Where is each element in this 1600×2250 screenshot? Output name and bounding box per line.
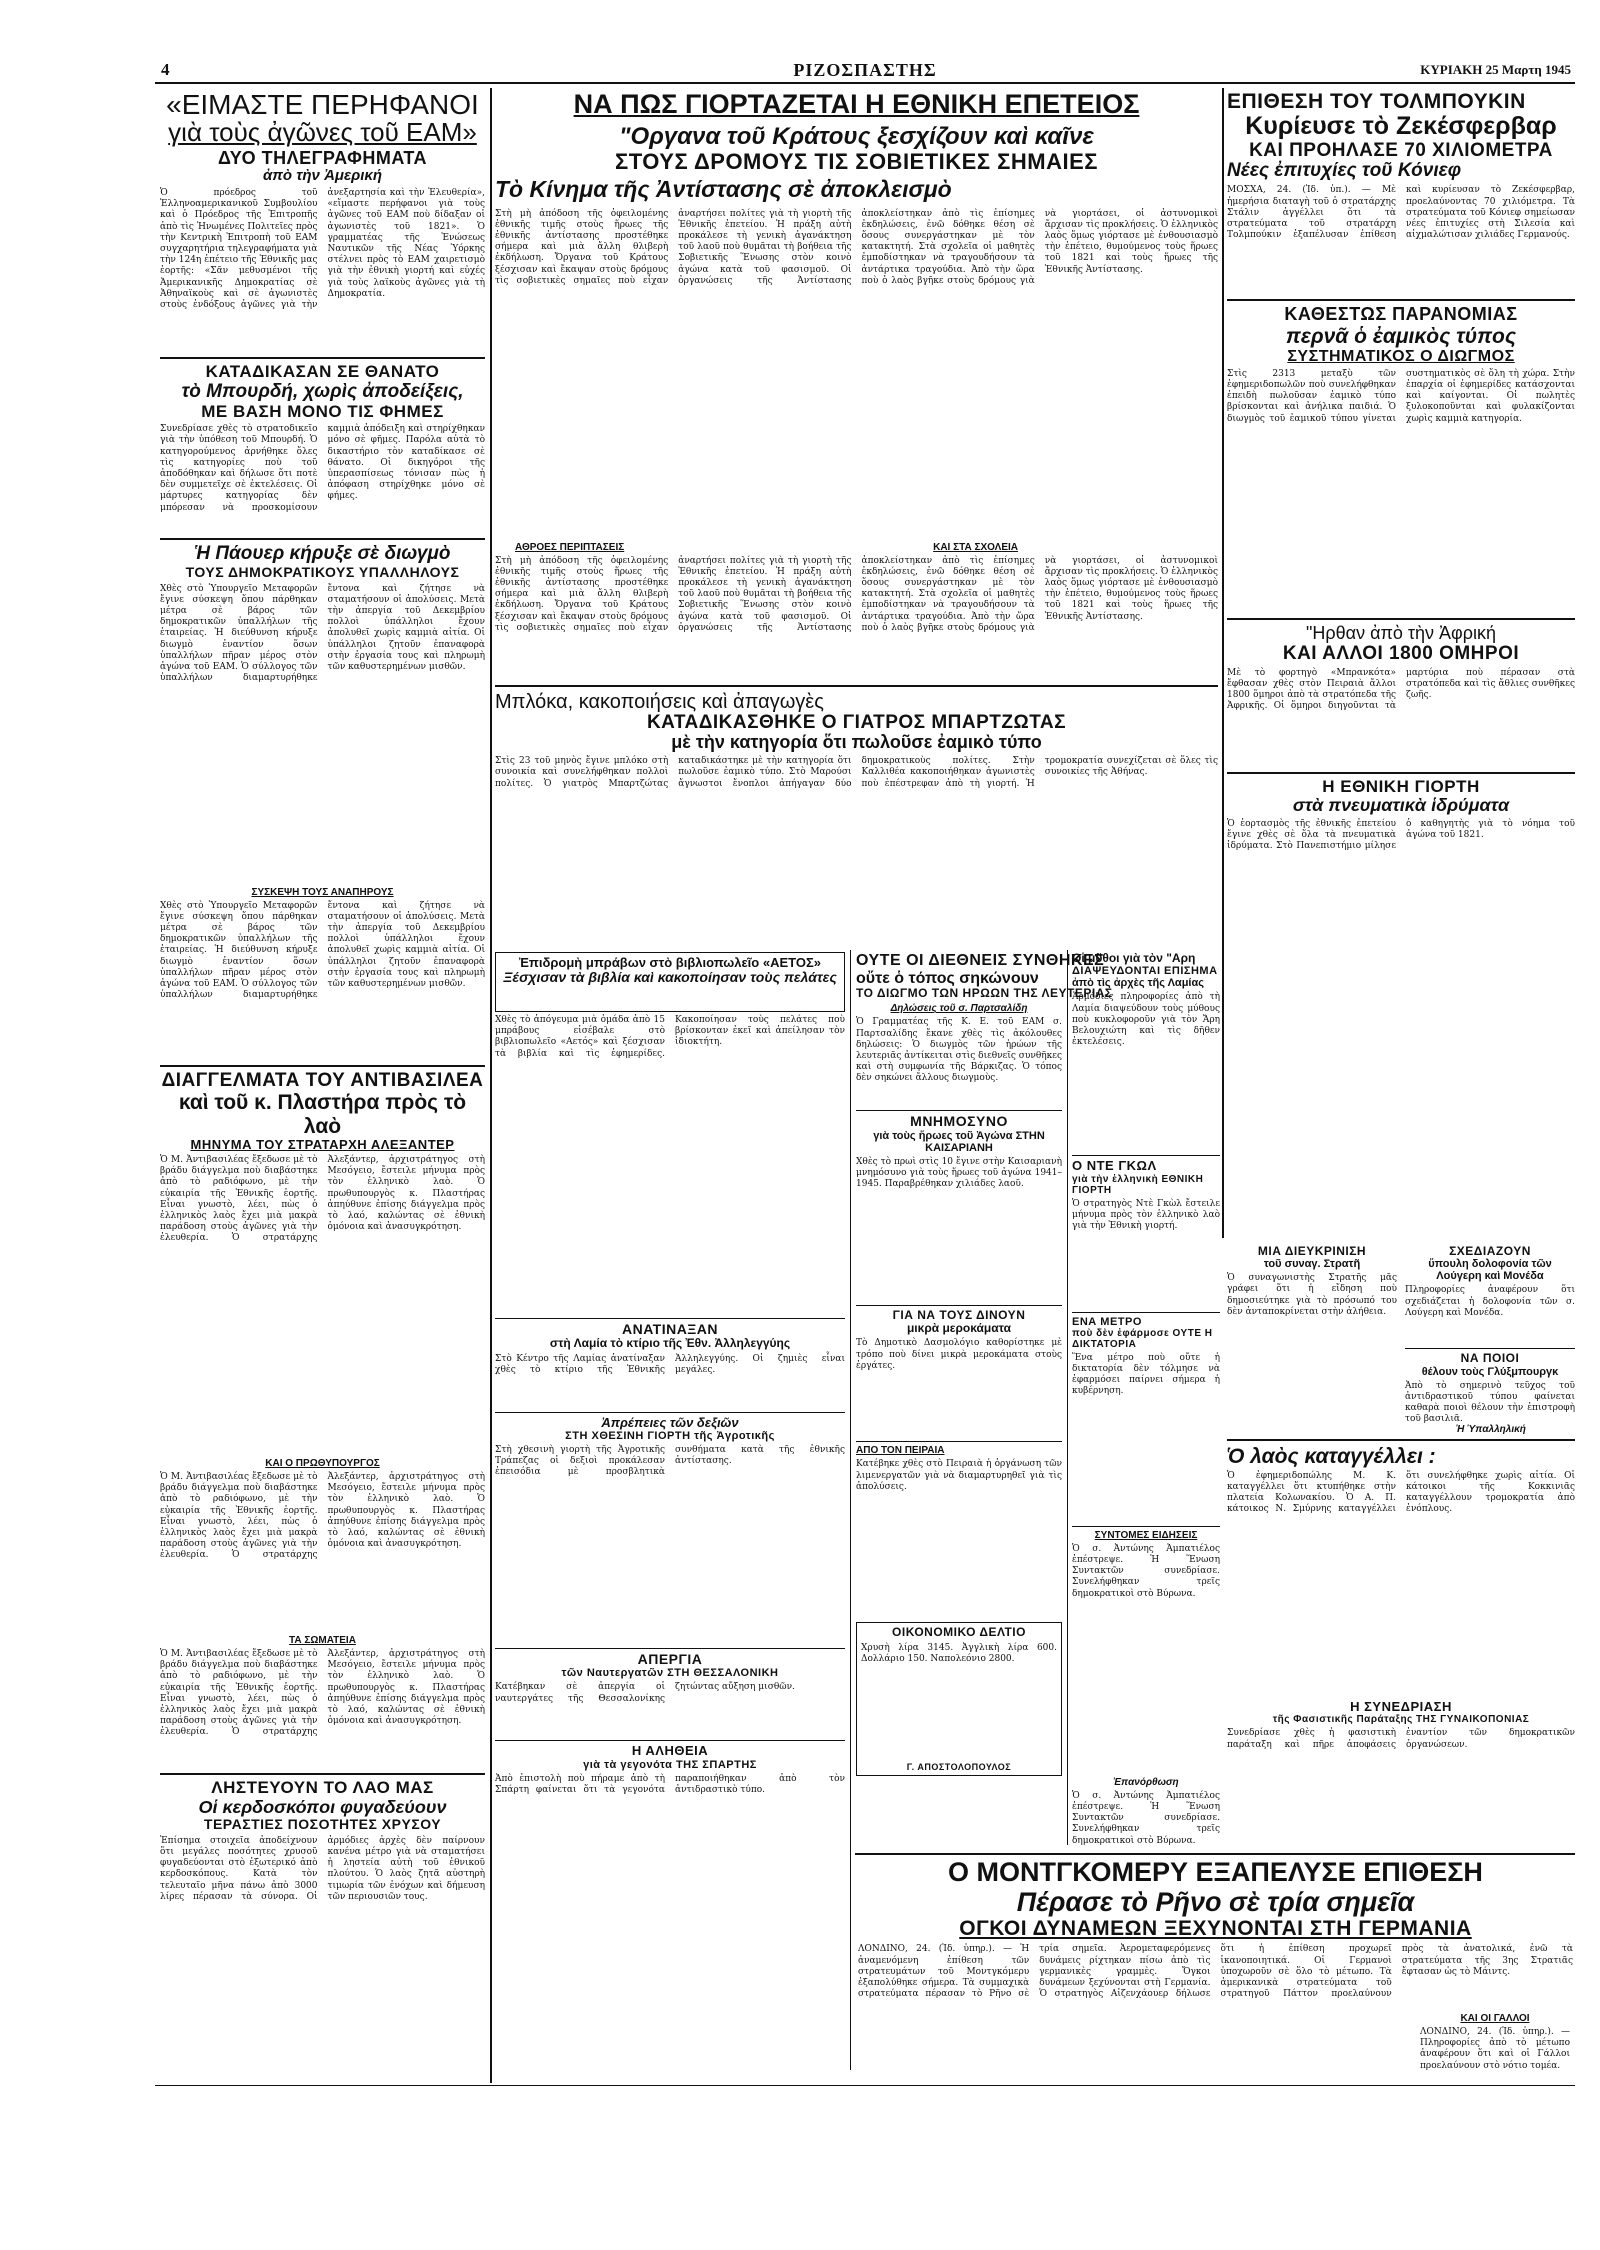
headline: Ἡ Πάουερ κήρυξε σὲ διωγμὸ: [194, 543, 451, 565]
headline: Ο ΝΤΕ ΓΚΩΛ: [1072, 1158, 1157, 1174]
page-bottom-rule: [155, 2085, 1575, 2086]
article-body: Ἀπὸ τὸ σημερινὸ τεῦχος τοῦ ἀντιδραστικοῦ τύπου φαίνεται καθαρὰ ποιοὶ θέλουν τὴν ἐπιστροφὴ τοῦ βασιλιᾶ.: [1405, 1380, 1575, 1425]
article-body: Μὲ τὸ φορτηγὸ «Μπρανκότα» ἔφθασαν χθὲς στὸν Πειραιὰ ἄλλοι 1800 ὅμηροι ἀπὸ τὰ στρατόπεδα τῆς Ἀφρικῆς. Οἱ ὅμηροι διηγοῦνται τὰ μαρτύρια ποὺ πέρασαν στὰ στρατόπεδα καὶ τὶς ἄθλιες συνθῆκες ζωῆς.: [1227, 667, 1575, 712]
headline: ΤΟ ΔΙΩΓΜΟ ΤΩΝ ΗΡΩΩΝ ΤΗΣ ΛΕΥΤΕΡΙΑΣ: [856, 986, 1113, 1001]
headline: ΜΙΑ ΔΙΕΥΚΡΙΝΙΣΗ: [1257, 1244, 1367, 1258]
headline: ΓΙΑ ΝΑ ΤΟΥΣ ΔΙΝΟΥΝ: [892, 1307, 1026, 1322]
article-body: Ὁ ἐφημεριδοπώλης Μ. Κ. καταγγέλλει ὅτι κτυπήθηκε στὴν πλατεία Κολωνακίου. Ὁ Α. Π. κάτοικος Ν. Σμύρνης καταγγέλλει ὅτι συνελήφθηκε χωρὶς αἰτία. Οἱ κάτοικοι τῆς Κοκκινιᾶς καταγγέλλουν τρομοκρατία ἀπὸ ἐνόπλους.: [1227, 1470, 1575, 1515]
headline: ΚΑΙ ΠΡΟΗΛΑΣΕ 70 ΧΙΛΙΟΜΕΤΡΑ: [1249, 139, 1553, 161]
article-montgomery-sub: [1420, 2010, 1570, 2080]
center-left-column: [495, 952, 845, 2082]
article-body: Χθὲς τὸ πρωὶ στὶς 10 ἔγινε στὴν Καισαριανὴ μνημόσυνο γιὰ τοὺς ἥρωες τοῦ ἀγώνα 1941–1945. Παραβρέθηκαν χιλιάδες λαοῦ.: [856, 1156, 1062, 1190]
headline: ΣΥΣΤΗΜΑΤΙΚΟΣ Ο ΔΙΩΓΜΟΣ: [1287, 348, 1515, 366]
subheading: ΚΑΙ Ο ΠΡΩΘΥΠΟΥΡΓΟΣ: [265, 1457, 380, 1469]
headline: ΑΠΕΡΓΙΑ: [637, 1650, 703, 1667]
masthead: [155, 60, 1575, 84]
headline: ΔΙΑΨΕΥΔΟΝΤΑΙ ΕΠΙΣΗΜΑ: [1072, 965, 1218, 978]
headline: γιὰ τοὺς ἀγῶνες τοῦ ΕΑΜ»: [168, 117, 477, 148]
headline: ΣΤΟΥΣ ΔΡΟΜΟΥΣ ΤΙΣ ΣΟΒΙΕΤΙΚΕΣ ΣΗΜΑΙΕΣ: [615, 149, 1098, 175]
headline: γιὰ τοὺς ἥρωες τοῦ Ἀγώνα ΣΤΗΝ ΚΑΙΣΑΡΙΑΝΗ: [873, 1129, 1045, 1154]
article-body: Στὸ Κέντρο τῆς Λαμίας ἀνατίναξαν χθὲς τὸ κτίριο τῆς Ἐθνικῆς Ἀλληλεγγύης. Οἱ ζημιὲς εἶναι μεγάλες.: [495, 1353, 845, 1375]
headline: Τὸ Κίνημα τῆς Ἀντίστασης σὲ ἀποκλεισμὸ: [495, 176, 952, 203]
article-afriki: [1227, 624, 1575, 768]
headline: γιὰ τὰ γεγονότα ΤΗΣ ΣΠΑΡΤΗΣ: [583, 1758, 757, 1771]
headline: ΛΗΣΤΕΥΟΥΝ ΤΟ ΛΑΟ ΜΑΣ: [211, 1777, 434, 1797]
headline: περνᾶ ὁ ἐαμικὸς τύπος: [1285, 325, 1517, 349]
article-apergia: [495, 1652, 845, 1737]
headline: τῆς Φασιστικῆς Παράταξης ΤΗΣ ΓΥΝΑΙΚΟΠΟΝΙΑΣ: [1272, 1714, 1530, 1726]
main-article: [495, 90, 1218, 945]
headline: Ἐπιδρομὴ μπράβων στὸ βιβλιοπωλεῖο «ΑΕΤΟΣ»: [518, 955, 821, 970]
article-body: Ὁ πρόεδρος τοῦ Ἑλληνοαμερικανικοῦ Συμβουλίου καὶ ὁ Πρόεδρος τῆς Ἐπιτροπῆς ἀπὸ τὶς Ἡνωμένες Πολιτεῖες πρὸς τὴν Κεντρικὴ Ἐπιτροπὴ τοῦ ΕΑΜ συγχαρητήρια τηλεγραφήματα γιὰ τὴν 124η ἐπέτειο τῆς Ἐθνικῆς μας ἑορτῆς: «Σᾶν μεθυσμένοι τῆς Ἀμερικανικῆς Δημοκρατίας σὲ Ἀθηναϊκοὺς καὶ σὲ ἀγωνιστὲς στοὺς ἐνδόξους ἀγῶνες γιὰ τὴν ἀνεξαρτησία καὶ τὴν Ἐλευθερία», «εἴμαστε περήφανοι γιὰ τοὺς ἀγῶνες τοῦ ΕΑΜ ποὺ δίδαξαν οἱ ἀγωνιστὲς τοῦ 1821». Ὁ γραμματέας τῆς Ἐνώσεως Ναυτικῶν τῆς Νέας Ὑόρκης στέλνει πρὸς τὸ ΕΑΜ χαιρετισμὸ γιὰ τὴν ἐθνικὴ γιορτή καὶ εὐχές γιὰ τοὺς λαϊκοὺς ἀγῶνες γιὰ τὴ Δημοκρατία.: [160, 187, 485, 311]
headline: Νέες ἐπιτυχίες τοῦ Κόνιεφ: [1227, 160, 1462, 182]
article-antivasilea: [160, 1071, 485, 1769]
article-ygeia: [495, 1416, 845, 1645]
subheading: ΚΑΙ ΣΤΑ ΣΧΟΛΕΙΑ: [933, 541, 1018, 553]
article-synedriasi: [1227, 1700, 1575, 1848]
headline: "Ηρθαν ἀπὸ τὴν Ἀφρική: [1306, 622, 1496, 643]
subheading: Δηλώσεις τοῦ σ. Παρτσαλίδη: [890, 1003, 1028, 1015]
article-ntegol: [1072, 1159, 1220, 1308]
headline: «ΕΙΜΑΣΤΕ ΠΕΡΗΦΑΝΟΙ: [166, 89, 479, 120]
article-eidiseis: [1072, 1529, 1220, 1846]
issue-date: ΚΥΡΙΑΚΗ 25 Μαρτη 1945: [1420, 62, 1571, 77]
headline: τὸ Μπουρδή, χωρὶς ἀποδείξεις,: [181, 380, 464, 402]
article-meropkamata: [856, 1309, 1062, 1438]
signature: Γ. ΑΠΟΣΤΟΛΟΠΟΥΛΟΣ: [906, 1761, 1012, 1772]
article-anatinaxan: [495, 1322, 845, 1409]
article-aetos: [495, 952, 845, 1012]
subheadline: ΜΗΝΥΜΑ ΤΟΥ ΣΤΡΑΤΑΡΧΗ ΑΛΕΞΑΝΤΕΡ: [190, 1136, 455, 1152]
headline: τοῦ συναγ. Στρατῆ: [1263, 1258, 1361, 1271]
article-paranomias: [1227, 305, 1575, 613]
subheading: ΤΑ ΣΩΜΑΤΕΙΑ: [289, 1634, 356, 1646]
paper-name: ΡΙΖΟΣΠΑΣΤΗΣ: [793, 60, 937, 80]
headline: Μπλόκα, κακοποιήσεις καὶ ἀπαγωγὲς: [495, 690, 824, 713]
article-body: Ὁ σ. Ἀντώνης Ἀμπατιέλος ἐπέστρεψε. Ἡ Ἕνωση Συντακτῶν συνεδρίασε. Συνελήφθηκαν τρεῖς δημοκρατικοὶ στὸ Βύρωνα.: [1072, 1543, 1220, 1599]
article-body: ΛΟΝΔΙΝΟ, 24. (Ἰδ. ὑπηρ.). — Ἡ ἀναμενόμενη ἐπίθεση τῶν στρατευμάτων τοῦ Μοντγκόμερυ ἐξαπολύθηκε σήμερα. Τὰ συμμαχικὰ στρατεύματα πέρασαν τὸ Ρῆνο σὲ τρία σημεῖα. Ἀερομεταφερόμενες δυνάμεις ρίχτηκαν πίσω ἀπὸ τὶς γερμανικὲς γραμμὲς. Ὄγκοι δυνάμεων ξεχύνονται στὴ Γερμανία. Ὁ στρατηγὸς Αἰζενχάουερ δήλωσε ὅτι ἡ ἐπίθεση προχωρεῖ ἱκανοποιητικά. Οἱ Γερμανοὶ ὑποχωροῦν σὲ ὅλο τὸ μέτωπο. Τὰ ἀμερικανικὰ στρατεύματα τοῦ στρατηγοῦ Πάττον προελαύνουν πρὸς τὰ ἀνατολικά, ἐνῶ τὰ στρατεύματα τῆς 3ης Στρατιᾶς ἔφτασαν ὡς τὸ Μάιντς.: [858, 1944, 1573, 2000]
article-pauer: [160, 544, 485, 1060]
headline: μὲ τὴν κατηγορία ὅτι πωλοῦσε ἐαμικὸ τύπο: [671, 732, 1042, 753]
column-rule: [1222, 88, 1224, 1238]
headline: ποὺ δὲν ἐφάρμοσε ΟΥΤΕ Η ΔΙΚΤΑΤΟΡΙΑ: [1072, 1327, 1213, 1350]
article-body: Ὁ στρατηγὸς Ντὲ Γκὼλ ἔστειλε μήνυμα πρὸς τὸν ἑλληνικὸ λαὸ γιὰ τὴν Ἐθνικὴ γιορτή.: [1072, 1198, 1220, 1232]
subheading: Ἐπανόρθωση: [1113, 1776, 1179, 1788]
headline: ΟΥΤΕ ΟΙ ΔΙΕΘΝΕΙΣ ΣΥΝΘΗΚΕΣ: [856, 952, 1105, 969]
headline: τῶν Ναυτεργατῶν ΣΤΗ ΘΕΣΣΑΛΟΝΙΚΗ: [561, 1667, 779, 1680]
headline: μικρὰ μεροκάματα: [906, 1321, 1012, 1336]
headline: στὴ Λαμία τὸ κτίριο τῆς Ἐθν. Ἀλληλεγγύης: [549, 1336, 791, 1351]
article-eam: [160, 90, 485, 353]
headline: στὰ πνευματικὰ ἱδρύματα: [1292, 795, 1510, 816]
headline: ΑΝΑΤΙΝΑΞΑΝ: [621, 1321, 719, 1337]
article-body: Στὴ χθεσινὴ γιορτὴ τῆς Ἀγροτικῆς Τράπεζας οἱ δεξιοὶ προκάλεσαν ἐπεισόδια μὲ προσβλητικὰ συνθήματα κατὰ τῆς ἐθνικῆς ἀντίστασης.: [495, 1444, 845, 1478]
article-body: Στὶς 2313 μεταξὺ τῶν ἐφημεριδοπωλῶν ποὺ συνελήφθηκαν ἐπειδὴ πωλοῦσαν ἐαμικὸ τύπο βρίσκονται καὶ ἀνήλικα παιδιά. Ὁ διωγμὸς τοῦ ἐαμικοῦ τύπου γίνεται συστηματικὸς σὲ ὅλη τὴ χώρα. Στὴν ἐπαρχία οἱ ἐφημερίδες κατάσχονται καὶ καίγονται. Οἱ πωλητὲς ξυλοκοποῦνται καὶ φυλακίζονται χωρὶς καμμιὰ κατηγορία.: [1227, 368, 1575, 424]
headline: ΚΑΘΕΣΤΩΣ ΠΑΡΑΝΟΜΙΑΣ: [1284, 304, 1518, 325]
subheading: ΚΑΙ ΟΙ ΓΑΛΛΟΙ: [1460, 2013, 1530, 2024]
subheading: ΣΥΣΚΕΨΗ ΤΟΥΣ ΑΝΑΠΗΡΟΥΣ: [251, 886, 394, 898]
article-oikonomiko: [856, 1622, 1062, 1776]
article-peiraia: [856, 1445, 1062, 1619]
article-body: Ὁ Μ. Ἀντιβασιλέας ἔξεδωσε μὲ τὸ βράδυ διάγγελμα ποὺ διαβάστηκε ἀπὸ τὸ ραδιόφωνο, μὲ τὴν εὐκαιρία τῆς Ἐθνικῆς ἑορτῆς. Εἶναι γνωστὸ, λέει, πὼς ὁ ἑλληνικὸς λαὸς ἔχει μιὰ μακρὰ παράδοση στοὺς ἀγῶνες γιὰ τὴν ἐλευθερία. Ὁ στρατάρχης Ἀλεξάντερ, ἀρχιστράτηγος στὴ Μεσόγειο, ἔστειλε μήνυμα πρὸς τὸν ἑλληνικὸ λαὸ. Ὁ πρωθυπουργὸς κ. Πλαστήρας ἀπηύθυνε ἐπίσης διάγγελμα πρὸς τὸ λαό, καλώντας σὲ ἐθνικὴ ὁμόνοια καὶ ἀνασυγκρότηση.: [160, 1154, 485, 1244]
article-tolmpoukin: [1227, 90, 1575, 295]
subheadline: ΔΥΟ ΤΗΛΕΓΡΑΦΗΜΑΤΑ: [217, 147, 428, 168]
headline: ΚΑΤΑΔΙΚΑΣΘΗΚΕ Ο ΓΙΑΤΡΟΣ ΜΠΑΡΤΖΩΤΑΣ: [646, 711, 1067, 733]
headline: γιὰ τὴν ἑλληνικὴ ΕΘΝΙΚΗ ΓΙΟΡΤΗ: [1072, 1173, 1204, 1196]
headline: ΚΑΙ ΑΛΛΟΙ 1800 ΟΜΗΡΟΙ: [1282, 642, 1520, 664]
headline: "Οργανα τοῦ Κράτους ξεσχίζουν καὶ καῖνε: [619, 122, 1094, 150]
article-body: Στὴ μὴ ἀπόδοση τῆς ὀφειλομένης ἐθνικῆς τιμῆς στοὺς ἥρωες τῆς ἐθνικῆς ἀντίστασης προστέθηκε σήμερα καὶ μιὰ ἄλλη θλιβερὴ ἐκδήλωση. Ὄργανα τοῦ Κράτους ξέσχισαν καὶ ἔκαψαν στοὺς δρόμους τὶς σοβιετικὲς σημαῖες ποὺ εἶχαν ἀναρτήσει πολίτες γιὰ τὴ γιορτὴ τῆς Ἐθνικῆς ἐπετείου. Ἡ πράξη αὐτὴ προκάλεσε τὴ γενικὴ ἀγανάκτηση τοῦ λαοῦ ποὺ θυμᾶται τὴ βοήθεια τῆς Σοβιετικῆς Ἕνωσης στὸν κοινὸ ἀγώνα κατὰ τοῦ φασισμοῦ. Οἱ ὀργανώσεις τῆς Ἀντίστασης ἀποκλείστηκαν ἀπὸ τὶς ἐπίσημες ἐκδηλώσεις, ἐνῶ δόθηκε θέση σὲ ὅσους συνεργάστηκαν μὲ τὸν κατακτητή. Στὰ σχολεῖα οἱ μαθητὲς ἐμποδίστηκαν νὰ τραγουδήσουν τὰ ἀντάρτικα τραγούδια. Ἀπὸ τὴν ὥρα ποὺ ὁ λαὸς βγῆκε στοὺς δρόμους γιὰ νὰ γιορτάσει, οἱ ἀστυνομικοὶ ἄρχισαν τὶς προκλήσεις. Ὁ ἑλληνικὸς λαὸς ὅμως γιόρτασε μὲ ἐνθουσιασμὸ τὴν ἐπέτειο, θυμούμενος τοὺς ἥρωες τοῦ 1821 καὶ τοὺς ἥρωες τῆς Ἐθνικῆς Ἀντίστασης.: [495, 208, 1218, 286]
article-body: Ὁ σ. Ἀντώνης Ἀμπατιέλος ἐπέστρεψε. Ἡ Ἕνωση Συντακτῶν συνεδρίασε. Συνελήφθηκαν τρεῖς δημοκρατικοὶ στὸ Βύρωνα.: [1072, 1790, 1220, 1846]
article-mnimosyno: [856, 1114, 1062, 1302]
headline: ΕΝΑ ΜΕΤΡΟ: [1072, 1315, 1142, 1328]
right-column: [1227, 90, 1575, 1240]
subheading: ΑΘΡΟΕΣ ΠΕΡΙΠΤΑΣΕΙΣ: [515, 541, 625, 553]
article-body: Ὁ Μ. Ἀντιβασιλέας ἔξεδωσε μὲ τὸ βράδυ διάγγελμα ποὺ διαβάστηκε ἀπὸ τὸ ραδιόφωνο, μὲ τὴν εὐκαιρία τῆς Ἐθνικῆς ἑορτῆς. Εἶναι γνωστὸ, λέει, πὼς ὁ ἑλληνικὸς λαὸς ἔχει μιὰ μακρὰ παράδοση στοὺς ἀγῶνες γιὰ τὴν ἐλευθερία. Ὁ στρατάρχης Ἀλεξάντερ, ἀρχιστράτηγος στὴ Μεσόγειο, ἔστειλε μήνυμα πρὸς τὸν ἑλληνικὸ λαὸ. Ὁ πρωθυπουργὸς κ. Πλαστήρας ἀπηύθυνε ἐπίσης διάγγελμα πρὸς τὸ λαό, καλώντας σὲ ἐθνικὴ ὁμόνοια καὶ ἀνασυγκρότηση.: [160, 1471, 485, 1561]
article-idrymata: [1227, 778, 1575, 929]
headline: ΟΓΚΟΙ ΔΥΝΑΜΕΩΝ ΞΕΧΥΝΟΝΤΑΙ ΣΤΗ ΓΕΡΜΑΝΙΑ: [959, 1917, 1472, 1941]
headline: ΝΑ ΠΟΙΟΙ: [1460, 1351, 1520, 1366]
headline: ΤΕΡΑΣΤΙΕΣ ΠΟΣΟΤΗΤΕΣ ΧΡΥΣΟΥ: [203, 1816, 442, 1833]
article-body: Πληροφορίες ἀναφέρουν ὅτι σχεδιάζεται ἡ δολοφονία τῶν σ. Λούγερη καὶ Μονέδα.: [1405, 1285, 1575, 1318]
article-body: Τὸ Δημοτικὸ Δασμολόγιο καθορίστηκε μὲ τρόπο ποὺ δίνει μικρὰ μεροκάματα στοὺς ἐργάτες.: [856, 1338, 1062, 1371]
headline: Κυρίευσε τὸ Ζεκέσφερβαρ: [1245, 112, 1557, 141]
headline: ΝΑ ΠΩΣ ΓΙΟΡΤΑΖΕΤΑΙ Η ΕΘΝΙΚΗ ΕΠΕΤΕΙΟΣ: [573, 89, 1140, 119]
article-body: Χθὲς στὸ Ὑπουργεῖο Μεταφορῶν ἔγινε σύσκεψη ὅπου πάρθηκαν μέτρα σὲ βάρος τῶν δημοκρατικῶν ὑπαλλήλων τῆς ἑταιρείας. Ἡ διεύθυνση κήρυξε διωγμὸ ἐναντίον ὅσων ὑπαλλήλων πῆραν μέρος στὸν ἀγώνα τοῦ ΕΑΜ. Ὁ σύλλογος τῶν ὑπαλλήλων διαμαρτυρήθηκε ἔντονα καὶ ζήτησε νὰ σταματήσουν οἱ ἀπολύσεις. Μετὰ τὴν ἀπεργία τοῦ Δεκεμβρίου πολλοὶ ὑπάλληλοι ἔχουν ἀπολυθεῖ χωρὶς καμμιὰ αἰτία. Οἱ ὑπάλληλοι ζητοῦν ἐπαναφορὰ στὴν ἐργασία τους καὶ πληρωμὴ τῶν καθυστερημένων μισθῶν.: [160, 900, 485, 1001]
headline: Ξέσχισαν τὰ βιβλία καὶ κακοποίησαν τοὺς πελάτες: [503, 969, 837, 986]
headline: Η ΕΘΝΙΚΗ ΓΙΟΡΤΗ: [1322, 776, 1480, 796]
article-mpourdi: [160, 363, 485, 534]
article-body: Χθὲς στὸ Ὑπουργεῖο Μεταφορῶν ἔγινε σύσκεψη ὅπου πάρθηκαν μέτρα σὲ βάρος τῶν δημοκρατικῶν ὑπαλλήλων τῆς ἑταιρείας. Ἡ διεύθυνση κήρυξε διωγμὸ ἐναντίον ὅσων ὑπαλλήλων πῆραν μέρος στὸν ἀγώνα τοῦ ΕΑΜ. Ὁ σύλλογος τῶν ὑπαλλήλων διαμαρτυρήθηκε ἔντονα καὶ ζήτησε νὰ σταματήσουν οἱ ἀπολύσεις. Μετὰ τὴν ἀπεργία τοῦ Δεκεμβρίου πολλοὶ ὑπάλληλοι ἔχουν ἀπολυθεῖ χωρὶς καμμιὰ αἰτία. Οἱ ὑπάλληλοι ζητοῦν ἐπαναφορὰ στὴν ἐργασία τους καὶ πληρωμὴ τῶν καθυστερημένων μισθῶν.: [160, 583, 485, 684]
headline: ΚΑΤΑΔΙΚΑΣΑΝ ΣΕ ΘΑΝΑΤΟ: [205, 361, 440, 381]
article-dolofonia: [1405, 1244, 1575, 1425]
column-rule: [850, 950, 851, 2070]
page-number: 4: [161, 60, 170, 79]
headline: ΜΝΗΜΟΣΥΝΟ: [910, 1113, 1008, 1130]
article-body: Ὁ συναγωνιστὴς Στρατῆς μᾶς γράφει ὅτι ἡ εἴδηση ποὺ δημοσιεύτηκε γιὰ τὸ πρόσωπό του δὲν ἀνταποκρίνεται στὴν ἀλήθεια.: [1227, 1273, 1397, 1317]
article-sparti: [495, 1744, 845, 1973]
headline: ΔΙΑΓΓΕΛΜΑΤΑ ΤΟΥ ΑΝΤΙΒΑΣΙΛΕΑ: [161, 1069, 484, 1091]
article-body: Ἀρμόδιες πληροφορίες ἀπὸ τὴ Λαμία διαψεύδουν τοὺς μύθους ποὺ κυκλοφοροῦν γιὰ τὸν Ἄρη Βελουχιώτη καὶ τὶς δῆθεν ἐκτελέσεις.: [1072, 992, 1220, 1048]
article-body: Κατέβηκε χθὲς στὸ Πειραιὰ ἡ ὀργάνωση τῶν λιμενεργατῶν γιὰ νὰ διαμαρτυρηθεῖ γιὰ τὶς ἀπολύσεις.: [856, 1459, 1062, 1492]
headline: θέλουν τοὺς Γλύξμπουργκ: [1421, 1365, 1559, 1378]
article-body: Ἐπίσημα στοιχεῖα ἀποδείχνουν ὅτι μεγάλες ποσότητες χρυσοῦ φυγαδεύονται στὸ ἐξωτερικό ἀπὸ κερδοσκόπους. Κατὰ τὸν τελευταῖο μῆνα πάνω ἀπὸ 3000 λίρες πέρασαν τὰ σύνορα. Οἱ ἀρμόδιες ἀρχὲς δὲν παίρνουν κανένα μέτρο γιὰ νὰ σταματήσει ἡ ληστεία αὐτὴ τοῦ ἐθνικοῦ πλούτου. Ὁ λαὸς ζητᾶ αὐστηρὴ τιμωρία τῶν ἐνόχων καὶ δήμευση τῶν περιουσιῶν τους.: [160, 1835, 485, 1902]
article-body: Ὁ ἑορτασμὸς τῆς ἐθνικῆς ἐπετείου ἔγινε χθὲς σὲ ὅλα τὰ πνευματικὰ ἱδρύματα. Στὸ Πανεπιστήμιο μίλησε ὁ καθηγητὴς γιὰ τὸ νόημα τοῦ ἀγώνα τοῦ 1821.: [1227, 819, 1575, 852]
article-body: Συνεδρίασε χθὲς τὸ στρατοδικεῖο γιὰ τὴν ὑπόθεση τοῦ Μπουρδή. Ὁ κατηγορούμενος ἀρνήθηκε ὅλες τὶς κατηγορίες ποὺ τοῦ ἀποδόθηκαν καὶ δήλωσε ὅτι ποτὲ δὲν συμμετεῖχε σὲ ἐκτελέσεις. Οἱ μάρτυρες κατηγορίας δὲν μπόρεσαν νὰ προσκομίσουν καμμιὰ ἀπόδειξη καὶ στηρίχθηκαν μόνο σὲ φῆμες. Παρόλα αὐτὰ τὸ δικαστήριο τὸν καταδίκασε σὲ θάνατο. Οἱ δικηγόροι τῆς ὑπερασπίσεως τόνισαν πὼς ἡ ἀπόφαση στηρίχθηκε μόνο σὲ φήμες.: [160, 424, 485, 513]
headline: Οἱ μῦθοι γιὰ τὸν "Αρη: [1072, 951, 1196, 965]
headline: Πέρασε τὸ Ρῆνο σὲ τρία σημεῖα: [1016, 1886, 1415, 1917]
headline: Οἱ κερδοσκόποι φυγαδεύουν: [198, 1796, 447, 1817]
headline: Ο ΜΟΝΤΓΚΟΜΕΡΥ ΕΞΑΠΕΛΥΣΕ ΕΠΙΘΕΣΗ: [948, 1857, 1483, 1887]
article-body: Ἕνα μέτρο ποὺ οὔτε ἡ δικτατορία δὲν τόλμησε νὰ ἐφαρμόσει παίρνει σήμερα ἡ κυβέρνηση.: [1072, 1352, 1220, 1397]
article-gyatros: [495, 691, 1218, 887]
headline: Ὁ λαὸς καταγγέλλει :: [1227, 1444, 1436, 1468]
article-body: Ὁ Μ. Ἀντιβασιλέας ἔξεδωσε μὲ τὸ βράδυ διάγγελμα ποὺ διαβάστηκε ἀπὸ τὸ ραδιόφωνο, μὲ τὴν εὐκαιρία τῆς Ἐθνικῆς ἑορτῆς. Εἶναι γνωστὸ, λέει, πὼς ὁ ἑλληνικὸς λαὸς ἔχει μιὰ μακρὰ παράδοση στοὺς ἀγῶνες γιὰ τὴν ἐλευθερία. Ὁ στρατάρχης Ἀλεξάντερ, ἀρχιστράτηγος στὴ Μεσόγειο, ἔστειλε μήνυμα πρὸς τὸν ἑλληνικὸ λαὸ. Ὁ πρωθυπουργὸς κ. Πλαστήρας ἀπηύθυνε ἐπίσης διάγγελμα πρὸς τὸ λαό, καλώντας σὲ ἐθνικὴ ὁμόνοια καὶ ἀνασυγκρότηση.: [160, 1648, 485, 1738]
article-body: Ὁ Γραμματέας τῆς Κ. Ε. τοῦ ΕΑΜ σ. Παρτσαλίδης ἔκανε χθὲς τὶς ἀκόλουθες δηλώσεις: Ὁ διωγμὸς τῶν ἡρώων τῆς λευτεριᾶς ἀντίκειται στὶς διεθνεῖς συνθῆκες καὶ στὴ συμφωνία τῆς Βάρκιζας. Ὁ τόπος δὲν σηκώνει ἄλλους διωγμοὺς.: [856, 1017, 1062, 1084]
left-column: [160, 90, 485, 2080]
article-body: Χθὲς τὸ ἀπόγευμα μιὰ ὁμάδα ἀπὸ 15 μπράβους εἰσέβαλε στὸ βιβλιοπωλεῖο «Αετός» καὶ ξέσχισαν τὰ βιβλία καὶ τὶς ἐφημερίδες. Κακοποίησαν τοὺς πελάτες ποὺ βρίσκονταν ἐκεῖ καὶ ἀπείλησαν τὸν ἰδιοκτήτη.: [495, 1015, 845, 1059]
article-body: Στὶς 23 τοῦ μηνὸς ἔγινε μπλόκο στὴ συνοικία καὶ συνελήφθηκαν πολλοὶ πολίτες. Ὁ γιατρὸς Μπαρτζώτας καταδικάστηκε μὲ τὴν κατηγορία ὅτι πωλοῦσε ἐαμικὸ τύπο. Στὸ Μαρούσι ἄγνωστοι ἔνοπλοι ἀπήγαγαν δύο δημοκρατικοὺς πολίτες. Στὴν Καλλιθέα κακοποιήθηκαν ἀγωνιστὲς ποὺ ἐπέστρεφαν ἀπὸ τὴ γιορτή. Ἡ τρομοκρατία συνεχίζεται σὲ ὅλες τὶς συνοικίες τῆς Ἀθήνας.: [495, 756, 1218, 789]
headline: Η ΣΥΝΕΔΡΙΑΣΗ: [1350, 1699, 1452, 1714]
headline: ΑΠΟ ΤΟΝ ΠΕΙΡΑΙΑ: [856, 1445, 945, 1457]
headline: ΟΙΚΟΝΟΜΙΚΟ ΔΕΛΤΙΟ: [892, 1625, 1026, 1640]
subheadline: ἀπὸ τὴν Ἀμερική: [262, 167, 383, 185]
article-metro: [1072, 1316, 1220, 1523]
headline: ΣΤΗ ΧΘΕΣΙΝΗ ΓΙΟΡΤΗ τῆς Ἀγροτικῆς: [565, 1429, 775, 1442]
headline: ΜΕ ΒΑΣΗ ΜΟΝΟ ΤΙΣ ΦΗΜΕΣ: [201, 401, 444, 421]
headline: καὶ τοῦ κ. Πλαστήρα πρὸς τὸ λαὸ: [178, 1091, 467, 1138]
headline: Η ΑΛΗΘΕΙΑ: [631, 1743, 709, 1759]
article-body: Κατέβηκαν σὲ ἀπεργία οἱ ναυτεργάτες τῆς Θεσσαλονίκης ζητώντας αὔξηση μισθῶν.: [495, 1682, 795, 1704]
subheading: Ἡ Ὑπαλληλική: [1456, 1423, 1526, 1435]
headline: ὕπουλη δολοφονία τῶν Λούγερη καὶ Μονέδα: [1428, 1258, 1552, 1283]
headline: οὔτε ὁ τόπος σηκώνουν: [856, 969, 1039, 987]
center-right-column: [1072, 952, 1220, 1847]
headline: ΣΥΝΤΟΜΕΣ ΕΙΔΗΣΕΙΣ: [1094, 1529, 1198, 1541]
article-body: Συνεδρίασε χθὲς ἡ φασιστικὴ παράταξη καὶ πῆρε ἀποφάσεις ἐναντίον τῶν δημοκρατικῶν ὀργανώσεων.: [1227, 1728, 1575, 1750]
article-body: Στὴ μὴ ἀπόδοση τῆς ὀφειλομένης ἐθνικῆς τιμῆς στοὺς ἥρωες τῆς ἐθνικῆς ἀντίστασης προστέθηκε σήμερα καὶ μιὰ ἄλλη θλιβερὴ ἐκδήλωση. Ὄργανα τοῦ Κράτους ξέσχισαν καὶ ἔκαψαν στοὺς δρόμους τὶς σοβιετικὲς σημαῖες ποὺ εἶχαν ἀναρτήσει πολίτες γιὰ τὴ γιορτὴ τῆς Ἐθνικῆς ἐπετείου. Ἡ πράξη αὐτὴ προκάλεσε τὴ γενικὴ ἀγανάκτηση τοῦ λαοῦ ποὺ θυμᾶται τὴ βοήθεια τῆς Σοβιετικῆς Ἕνωσης στὸν κοινὸ ἀγώνα κατὰ τοῦ φασισμοῦ. Οἱ ὀργανώσεις τῆς Ἀντίστασης ἀποκλείστηκαν ἀπὸ τὶς ἐπίσημες ἐκδηλώσεις, ἐνῶ δόθηκε θέση σὲ ὅσους συνεργάστηκαν μὲ τὸν κατακτητή. Στὰ σχολεῖα οἱ μαθητὲς ἐμποδίστηκαν νὰ τραγουδήσουν τὰ ἀντάρτικα τραγούδια. Ἀπὸ τὴν ὥρα ποὺ ὁ λαὸς βγῆκε στοὺς δρόμους γιὰ νὰ γιορτάσει, οἱ ἀστυνομικοὶ ἄρχισαν τὶς προκλήσεις. Ὁ ἑλληνικὸς λαὸς ὅμως γιόρτασε μὲ ἐνθουσιασμὸ τὴν ἐπέτειο, θυμούμενος τοὺς ἥρωες τοῦ 1821 καὶ τοὺς ἥρωες τῆς Ἐθνικῆς Ἀντίστασης.: [495, 555, 1218, 633]
article-body: Ἀπὸ ἐπιστολὴ ποὺ πήραμε ἀπὸ τὴ Σπάρτη φαίνεται ὅτι τὰ γεγονότα παραποιήθηκαν ἀπὸ τὸν ἀντιδραστικὸ τύπο.: [495, 1773, 845, 1796]
headline: ΕΠΙΘΕΣΗ ΤΟΥ ΤΟΛΜΠΟΥΚΙΝ: [1227, 90, 1526, 113]
column-rule: [1067, 950, 1068, 1845]
column-rule: [490, 88, 492, 2083]
article-diefkrinisi: [1227, 1245, 1397, 1421]
headline: ἀπὸ τὶς ἀρχὲς τῆς Λαμίας: [1072, 977, 1204, 990]
headline: ΣΧΕΔΙΑΖΟΥΝ: [1449, 1244, 1531, 1258]
section-rule: [855, 1853, 1575, 1855]
article-xrysos: [160, 1779, 485, 1946]
headline: Ἀπρέπειες τῶν δεξιῶν: [601, 1414, 739, 1430]
article-arxes: [1072, 952, 1220, 1152]
article-body: ΛΟΝΔΙΝΟ, 24. (Ἰδ. ὑπηρ.). — Πληροφορίες ἀπὸ τὸ μέτωπο ἀναφέρουν ὅτι καὶ οἱ Γάλλοι προελαύνουν στὸ νότιο τομέα.: [1420, 2027, 1570, 2071]
article-body: ΜΟΣΧΑ, 24. (Ἰδ. ὑπ.). — Μὲ ἡμερήσια διαταγὴ τοῦ ὁ στρατάρχης Στάλιν ἀγγέλλει ὅτι τὰ στρατεύματα τοῦ στρατάρχη Τολμπούκιν ἐξαπέλυσαν ἐπίθεση καὶ κυρίευσαν τὸ Ζεκέσφερβαρ, προελαύνοντας 70 χιλιόμετρα. Τὰ στρατεύματα τοῦ Κόνιεφ σημείωσαν νέες ἐπιτυχίες στὴ Σιλεσία καὶ αἰχμαλώτισαν χιλιάδες Γερμανούς.: [1227, 185, 1575, 241]
article-body: Χρυσὴ λίρα 3145. Ἀγγλικὴ λίρα 600. Δολλάριο 150. Ναπολεόνιο 2800.: [861, 1642, 1057, 1664]
headline: ΤΟΥΣ ΔΗΜΟΚΡΑΤΙΚΟΥΣ ΥΠΑΛΛΗΛΟΥΣ: [185, 564, 460, 581]
